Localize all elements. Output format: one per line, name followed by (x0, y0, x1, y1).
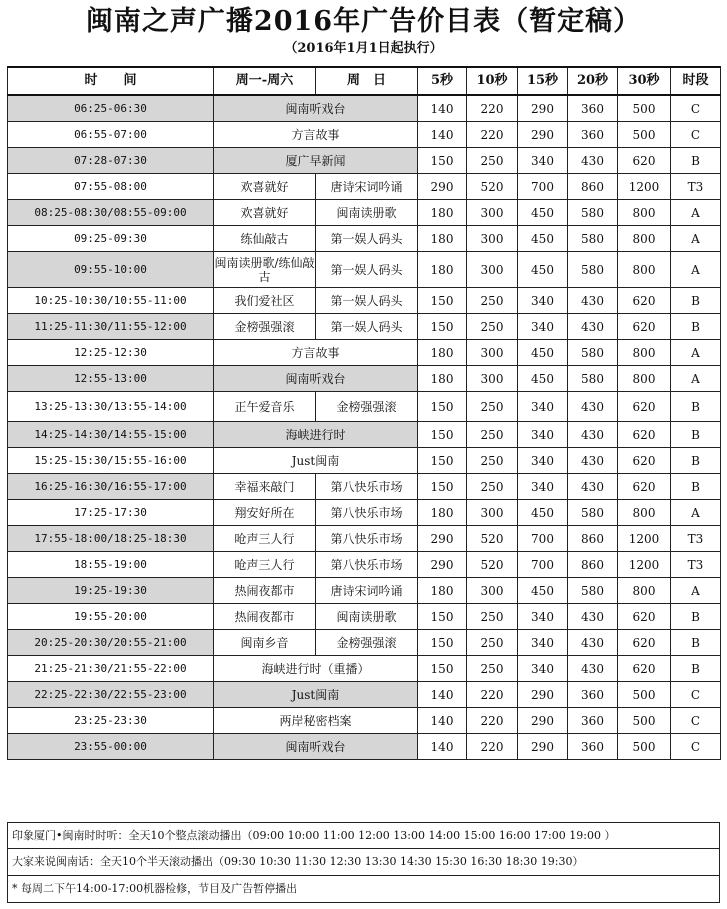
cell-price-30s: 620 (618, 604, 671, 630)
cell-price-15s: 700 (518, 174, 568, 200)
cell-price-15s: 340 (518, 288, 568, 314)
cell-price-15s: 340 (518, 656, 568, 682)
cell-price-20s: 430 (568, 656, 618, 682)
cell-price-30s: 500 (618, 682, 671, 708)
table-row (8, 174, 721, 200)
table-row (8, 148, 721, 174)
cell-program: 海峡进行时（重播） (214, 656, 418, 682)
cell-sunday-program: 第一娱人码头 (316, 288, 418, 314)
cell-slot: C (671, 122, 721, 148)
table-row (8, 288, 721, 314)
cell-program: 两岸秘密档案 (214, 708, 418, 734)
cell-time: 20:25-20:30/20:55-21:00 (8, 630, 214, 656)
table-row (8, 340, 721, 366)
cell-price-15s: 450 (518, 500, 568, 526)
page-title: 闽南之声广播2016年广告价目表（暂定稿） (85, 6, 642, 37)
cell-price-20s: 430 (568, 148, 618, 174)
cell-price-15s: 340 (518, 474, 568, 500)
cell-price-20s: 360 (568, 708, 618, 734)
cell-price-15s: 450 (518, 252, 568, 288)
cell-price-30s: 500 (618, 122, 671, 148)
cell-slot: A (671, 200, 721, 226)
cell-price-5s: 180 (418, 252, 467, 288)
cell-price-15s: 450 (518, 200, 568, 226)
cell-price-10s: 250 (467, 392, 518, 422)
cell-weekday-program: 热闹夜都市 (214, 604, 316, 630)
cell-sunday-program: 金榜强强滚 (316, 392, 418, 422)
cell-price-10s: 300 (467, 200, 518, 226)
cell-price-5s: 140 (418, 682, 467, 708)
cell-price-15s: 340 (518, 604, 568, 630)
cell-price-30s: 800 (618, 366, 671, 392)
notes-section (7, 822, 720, 903)
cell-slot: A (671, 340, 721, 366)
cell-price-5s: 180 (418, 226, 467, 252)
cell-time: 17:55-18:00/18:25-18:30 (8, 526, 214, 552)
cell-price-20s: 430 (568, 288, 618, 314)
cell-time: 21:25-21:30/21:55-22:00 (8, 656, 214, 682)
cell-weekday-program: 我们爱社区 (214, 288, 316, 314)
cell-price-10s: 300 (467, 500, 518, 526)
cell-price-10s: 220 (467, 708, 518, 734)
cell-price-5s: 150 (418, 474, 467, 500)
table-row (8, 682, 721, 708)
cell-program: 方言故事 (214, 340, 418, 366)
cell-slot: T3 (671, 526, 721, 552)
cell-price-20s: 360 (568, 122, 618, 148)
table-row (8, 200, 721, 226)
table-header-row (8, 67, 721, 95)
cell-program: Just闽南 (214, 448, 418, 474)
cell-price-30s: 800 (618, 500, 671, 526)
table-row (8, 314, 721, 340)
cell-price-5s: 180 (418, 200, 467, 226)
cell-weekday-program: 正午爱音乐 (214, 392, 316, 422)
cell-price-15s: 290 (518, 682, 568, 708)
cell-slot: B (671, 604, 721, 630)
header-10s: 10秒 (467, 67, 518, 95)
cell-price-30s: 800 (618, 200, 671, 226)
cell-weekday-program: 闽南读册歌/练仙敲古 (214, 252, 316, 288)
cell-time: 23:25-23:30 (8, 708, 214, 734)
cell-slot: A (671, 578, 721, 604)
cell-price-10s: 300 (467, 226, 518, 252)
cell-price-10s: 220 (467, 95, 518, 122)
cell-price-15s: 450 (518, 226, 568, 252)
cell-price-5s: 150 (418, 288, 467, 314)
cell-price-30s: 800 (618, 340, 671, 366)
cell-price-15s: 450 (518, 578, 568, 604)
cell-weekday-program: 欢喜就好 (214, 174, 316, 200)
table-row (8, 604, 721, 630)
cell-price-15s: 290 (518, 122, 568, 148)
cell-price-20s: 580 (568, 500, 618, 526)
cell-price-5s: 290 (418, 174, 467, 200)
cell-price-15s: 450 (518, 340, 568, 366)
cell-weekday-program: 呛声三人行 (214, 552, 316, 578)
cell-sunday-program: 第一娱人码头 (316, 226, 418, 252)
header-slot: 时段 (671, 67, 721, 95)
cell-program: 方言故事 (214, 122, 418, 148)
cell-price-20s: 360 (568, 734, 618, 760)
cell-time: 13:25-13:30/13:55-14:00 (8, 392, 214, 422)
table-row (8, 95, 721, 122)
cell-slot: B (671, 656, 721, 682)
table-row (8, 474, 721, 500)
note-maintenance: * 每周二下午14:00-17:00机器检修，节目及广告暂停播出 (7, 876, 720, 903)
cell-slot: B (671, 630, 721, 656)
cell-price-30s: 620 (618, 422, 671, 448)
note-hourly: 印象厦门•闽南时时听：全天10个整点滚动播出（09:00 10:00 11:00 12:00 13:00 14:00 15:00 16:00 17:00 19:00 ） (7, 822, 720, 849)
cell-slot: B (671, 392, 721, 422)
cell-price-10s: 300 (467, 366, 518, 392)
cell-price-30s: 500 (618, 708, 671, 734)
cell-price-10s: 250 (467, 630, 518, 656)
cell-price-20s: 360 (568, 95, 618, 122)
cell-sunday-program: 唐诗宋词吟诵 (316, 578, 418, 604)
cell-price-5s: 150 (418, 422, 467, 448)
cell-price-10s: 220 (467, 122, 518, 148)
table-row (8, 578, 721, 604)
cell-price-30s: 1200 (618, 552, 671, 578)
table-row (8, 630, 721, 656)
cell-sunday-program: 第一娱人码头 (316, 252, 418, 288)
cell-price-20s: 580 (568, 226, 618, 252)
cell-price-30s: 620 (618, 314, 671, 340)
header-20s: 20秒 (568, 67, 618, 95)
cell-price-15s: 340 (518, 314, 568, 340)
cell-price-10s: 250 (467, 604, 518, 630)
cell-slot: T3 (671, 552, 721, 578)
header-30s: 30秒 (618, 67, 671, 95)
cell-slot: B (671, 474, 721, 500)
cell-price-5s: 180 (418, 366, 467, 392)
rate-table-body (8, 95, 721, 760)
cell-program: 闽南听戏台 (214, 95, 418, 122)
cell-price-30s: 1200 (618, 526, 671, 552)
cell-slot: C (671, 95, 721, 122)
cell-price-5s: 180 (418, 340, 467, 366)
cell-price-5s: 150 (418, 630, 467, 656)
header-weekday: 周一-周六 (214, 67, 316, 95)
cell-price-5s: 150 (418, 448, 467, 474)
cell-slot: A (671, 252, 721, 288)
cell-price-15s: 340 (518, 630, 568, 656)
cell-weekday-program: 翔安好所在 (214, 500, 316, 526)
cell-slot: C (671, 682, 721, 708)
cell-price-10s: 250 (467, 288, 518, 314)
cell-price-10s: 250 (467, 422, 518, 448)
cell-price-30s: 500 (618, 734, 671, 760)
cell-time: 12:25-12:30 (8, 340, 214, 366)
cell-time: 10:25-10:30/10:55-11:00 (8, 288, 214, 314)
cell-price-20s: 430 (568, 604, 618, 630)
cell-price-10s: 220 (467, 734, 518, 760)
cell-price-30s: 620 (618, 656, 671, 682)
cell-time: 19:55-20:00 (8, 604, 214, 630)
cell-time: 08:25-08:30/08:55-09:00 (8, 200, 214, 226)
cell-slot: A (671, 500, 721, 526)
cell-price-5s: 290 (418, 552, 467, 578)
cell-price-30s: 800 (618, 226, 671, 252)
cell-price-30s: 620 (618, 474, 671, 500)
table-row (8, 734, 721, 760)
cell-price-30s: 620 (618, 288, 671, 314)
cell-price-20s: 430 (568, 392, 618, 422)
cell-time: 07:28-07:30 (8, 148, 214, 174)
cell-sunday-program: 第八快乐市场 (316, 474, 418, 500)
cell-price-15s: 450 (518, 366, 568, 392)
cell-sunday-program: 第八快乐市场 (316, 500, 418, 526)
cell-price-5s: 140 (418, 734, 467, 760)
table-row (8, 392, 721, 422)
header-time: 时 间 (8, 67, 214, 95)
cell-price-5s: 140 (418, 95, 467, 122)
cell-slot: B (671, 314, 721, 340)
cell-weekday-program: 幸福来敲门 (214, 474, 316, 500)
cell-price-20s: 860 (568, 526, 618, 552)
cell-price-10s: 250 (467, 448, 518, 474)
cell-time: 09:55-10:00 (8, 252, 214, 288)
cell-price-5s: 150 (418, 314, 467, 340)
rate-table (7, 66, 721, 760)
cell-weekday-program: 闽南乡音 (214, 630, 316, 656)
cell-time: 06:25-06:30 (8, 95, 214, 122)
table-row (8, 122, 721, 148)
cell-slot: A (671, 366, 721, 392)
cell-price-20s: 580 (568, 200, 618, 226)
cell-time: 16:25-16:30/16:55-17:00 (8, 474, 214, 500)
cell-price-15s: 340 (518, 448, 568, 474)
cell-sunday-program: 第八快乐市场 (316, 552, 418, 578)
cell-slot: B (671, 148, 721, 174)
header-sunday: 周 日 (316, 67, 418, 95)
table-row (8, 422, 721, 448)
cell-price-15s: 340 (518, 148, 568, 174)
cell-price-10s: 520 (467, 552, 518, 578)
cell-time: 19:25-19:30 (8, 578, 214, 604)
cell-price-10s: 250 (467, 314, 518, 340)
cell-sunday-program: 闽南读册歌 (316, 200, 418, 226)
cell-price-10s: 220 (467, 682, 518, 708)
cell-program: 闽南听戏台 (214, 734, 418, 760)
table-row (8, 708, 721, 734)
table-row (8, 656, 721, 682)
cell-slot: C (671, 734, 721, 760)
cell-weekday-program: 欢喜就好 (214, 200, 316, 226)
cell-sunday-program: 第一娱人码头 (316, 314, 418, 340)
table-row (8, 226, 721, 252)
cell-price-5s: 150 (418, 148, 467, 174)
cell-time: 15:25-15:30/15:55-16:00 (8, 448, 214, 474)
cell-price-5s: 290 (418, 526, 467, 552)
cell-time: 09:25-09:30 (8, 226, 214, 252)
cell-slot: B (671, 422, 721, 448)
page-subtitle: （2016年1月1日起执行） (284, 41, 443, 56)
cell-program: 海峡进行时 (214, 422, 418, 448)
table-row (8, 526, 721, 552)
cell-price-15s: 700 (518, 552, 568, 578)
cell-time: 22:25-22:30/22:55-23:00 (8, 682, 214, 708)
cell-slot: C (671, 708, 721, 734)
cell-price-20s: 430 (568, 630, 618, 656)
cell-time: 07:55-08:00 (8, 174, 214, 200)
cell-price-10s: 300 (467, 578, 518, 604)
cell-price-20s: 430 (568, 422, 618, 448)
table-row (8, 448, 721, 474)
cell-price-10s: 300 (467, 340, 518, 366)
cell-slot: T3 (671, 174, 721, 200)
cell-price-20s: 580 (568, 340, 618, 366)
cell-weekday-program: 练仙敲古 (214, 226, 316, 252)
cell-sunday-program: 第八快乐市场 (316, 526, 418, 552)
cell-price-15s: 340 (518, 422, 568, 448)
cell-sunday-program: 唐诗宋词吟诵 (316, 174, 418, 200)
cell-price-20s: 360 (568, 682, 618, 708)
cell-program: 厦广早新闻 (214, 148, 418, 174)
cell-weekday-program: 金榜强强滚 (214, 314, 316, 340)
cell-price-20s: 430 (568, 448, 618, 474)
cell-sunday-program: 闽南读册歌 (316, 604, 418, 630)
cell-price-15s: 700 (518, 526, 568, 552)
header-15s: 15秒 (518, 67, 568, 95)
cell-slot: B (671, 288, 721, 314)
cell-price-5s: 180 (418, 500, 467, 526)
table-row (8, 552, 721, 578)
cell-time: 23:55-00:00 (8, 734, 214, 760)
cell-time: 11:25-11:30/11:55-12:00 (8, 314, 214, 340)
cell-time: 17:25-17:30 (8, 500, 214, 526)
cell-price-30s: 500 (618, 95, 671, 122)
cell-sunday-program: 金榜强强滚 (316, 630, 418, 656)
cell-price-15s: 290 (518, 95, 568, 122)
cell-price-15s: 340 (518, 392, 568, 422)
table-row (8, 252, 721, 288)
cell-program: Just闽南 (214, 682, 418, 708)
cell-price-30s: 800 (618, 578, 671, 604)
cell-time: 18:55-19:00 (8, 552, 214, 578)
cell-price-10s: 300 (467, 252, 518, 288)
cell-price-20s: 430 (568, 314, 618, 340)
cell-price-20s: 580 (568, 252, 618, 288)
cell-price-30s: 620 (618, 392, 671, 422)
cell-price-5s: 140 (418, 708, 467, 734)
cell-weekday-program: 呛声三人行 (214, 526, 316, 552)
cell-price-5s: 150 (418, 392, 467, 422)
cell-price-5s: 150 (418, 604, 467, 630)
cell-time: 06:55-07:00 (8, 122, 214, 148)
cell-slot: A (671, 226, 721, 252)
table-row (8, 366, 721, 392)
cell-program: 闽南听戏台 (214, 366, 418, 392)
cell-price-10s: 520 (467, 526, 518, 552)
cell-price-5s: 180 (418, 578, 467, 604)
cell-price-10s: 250 (467, 656, 518, 682)
cell-price-30s: 1200 (618, 174, 671, 200)
cell-price-30s: 800 (618, 252, 671, 288)
cell-time: 14:25-14:30/14:55-15:00 (8, 422, 214, 448)
cell-price-20s: 580 (568, 366, 618, 392)
note-halfhour: 大家来说闽南话：全天10个半天滚动播出（09:30 10:30 11:30 12:30 13:30 14:30 15:30 16:30 18:30 19:30） (7, 849, 720, 876)
cell-weekday-program: 热闹夜都市 (214, 578, 316, 604)
cell-slot: B (671, 448, 721, 474)
cell-price-20s: 860 (568, 552, 618, 578)
header-5s: 5秒 (418, 67, 467, 95)
cell-price-30s: 620 (618, 448, 671, 474)
cell-price-5s: 140 (418, 122, 467, 148)
cell-price-20s: 430 (568, 474, 618, 500)
cell-price-20s: 860 (568, 174, 618, 200)
cell-price-15s: 290 (518, 734, 568, 760)
cell-price-30s: 620 (618, 630, 671, 656)
cell-price-30s: 620 (618, 148, 671, 174)
cell-price-10s: 250 (467, 148, 518, 174)
cell-price-10s: 250 (467, 474, 518, 500)
table-row (8, 500, 721, 526)
cell-price-15s: 290 (518, 708, 568, 734)
cell-price-20s: 580 (568, 578, 618, 604)
cell-time: 12:55-13:00 (8, 366, 214, 392)
cell-price-10s: 520 (467, 174, 518, 200)
cell-price-5s: 150 (418, 656, 467, 682)
